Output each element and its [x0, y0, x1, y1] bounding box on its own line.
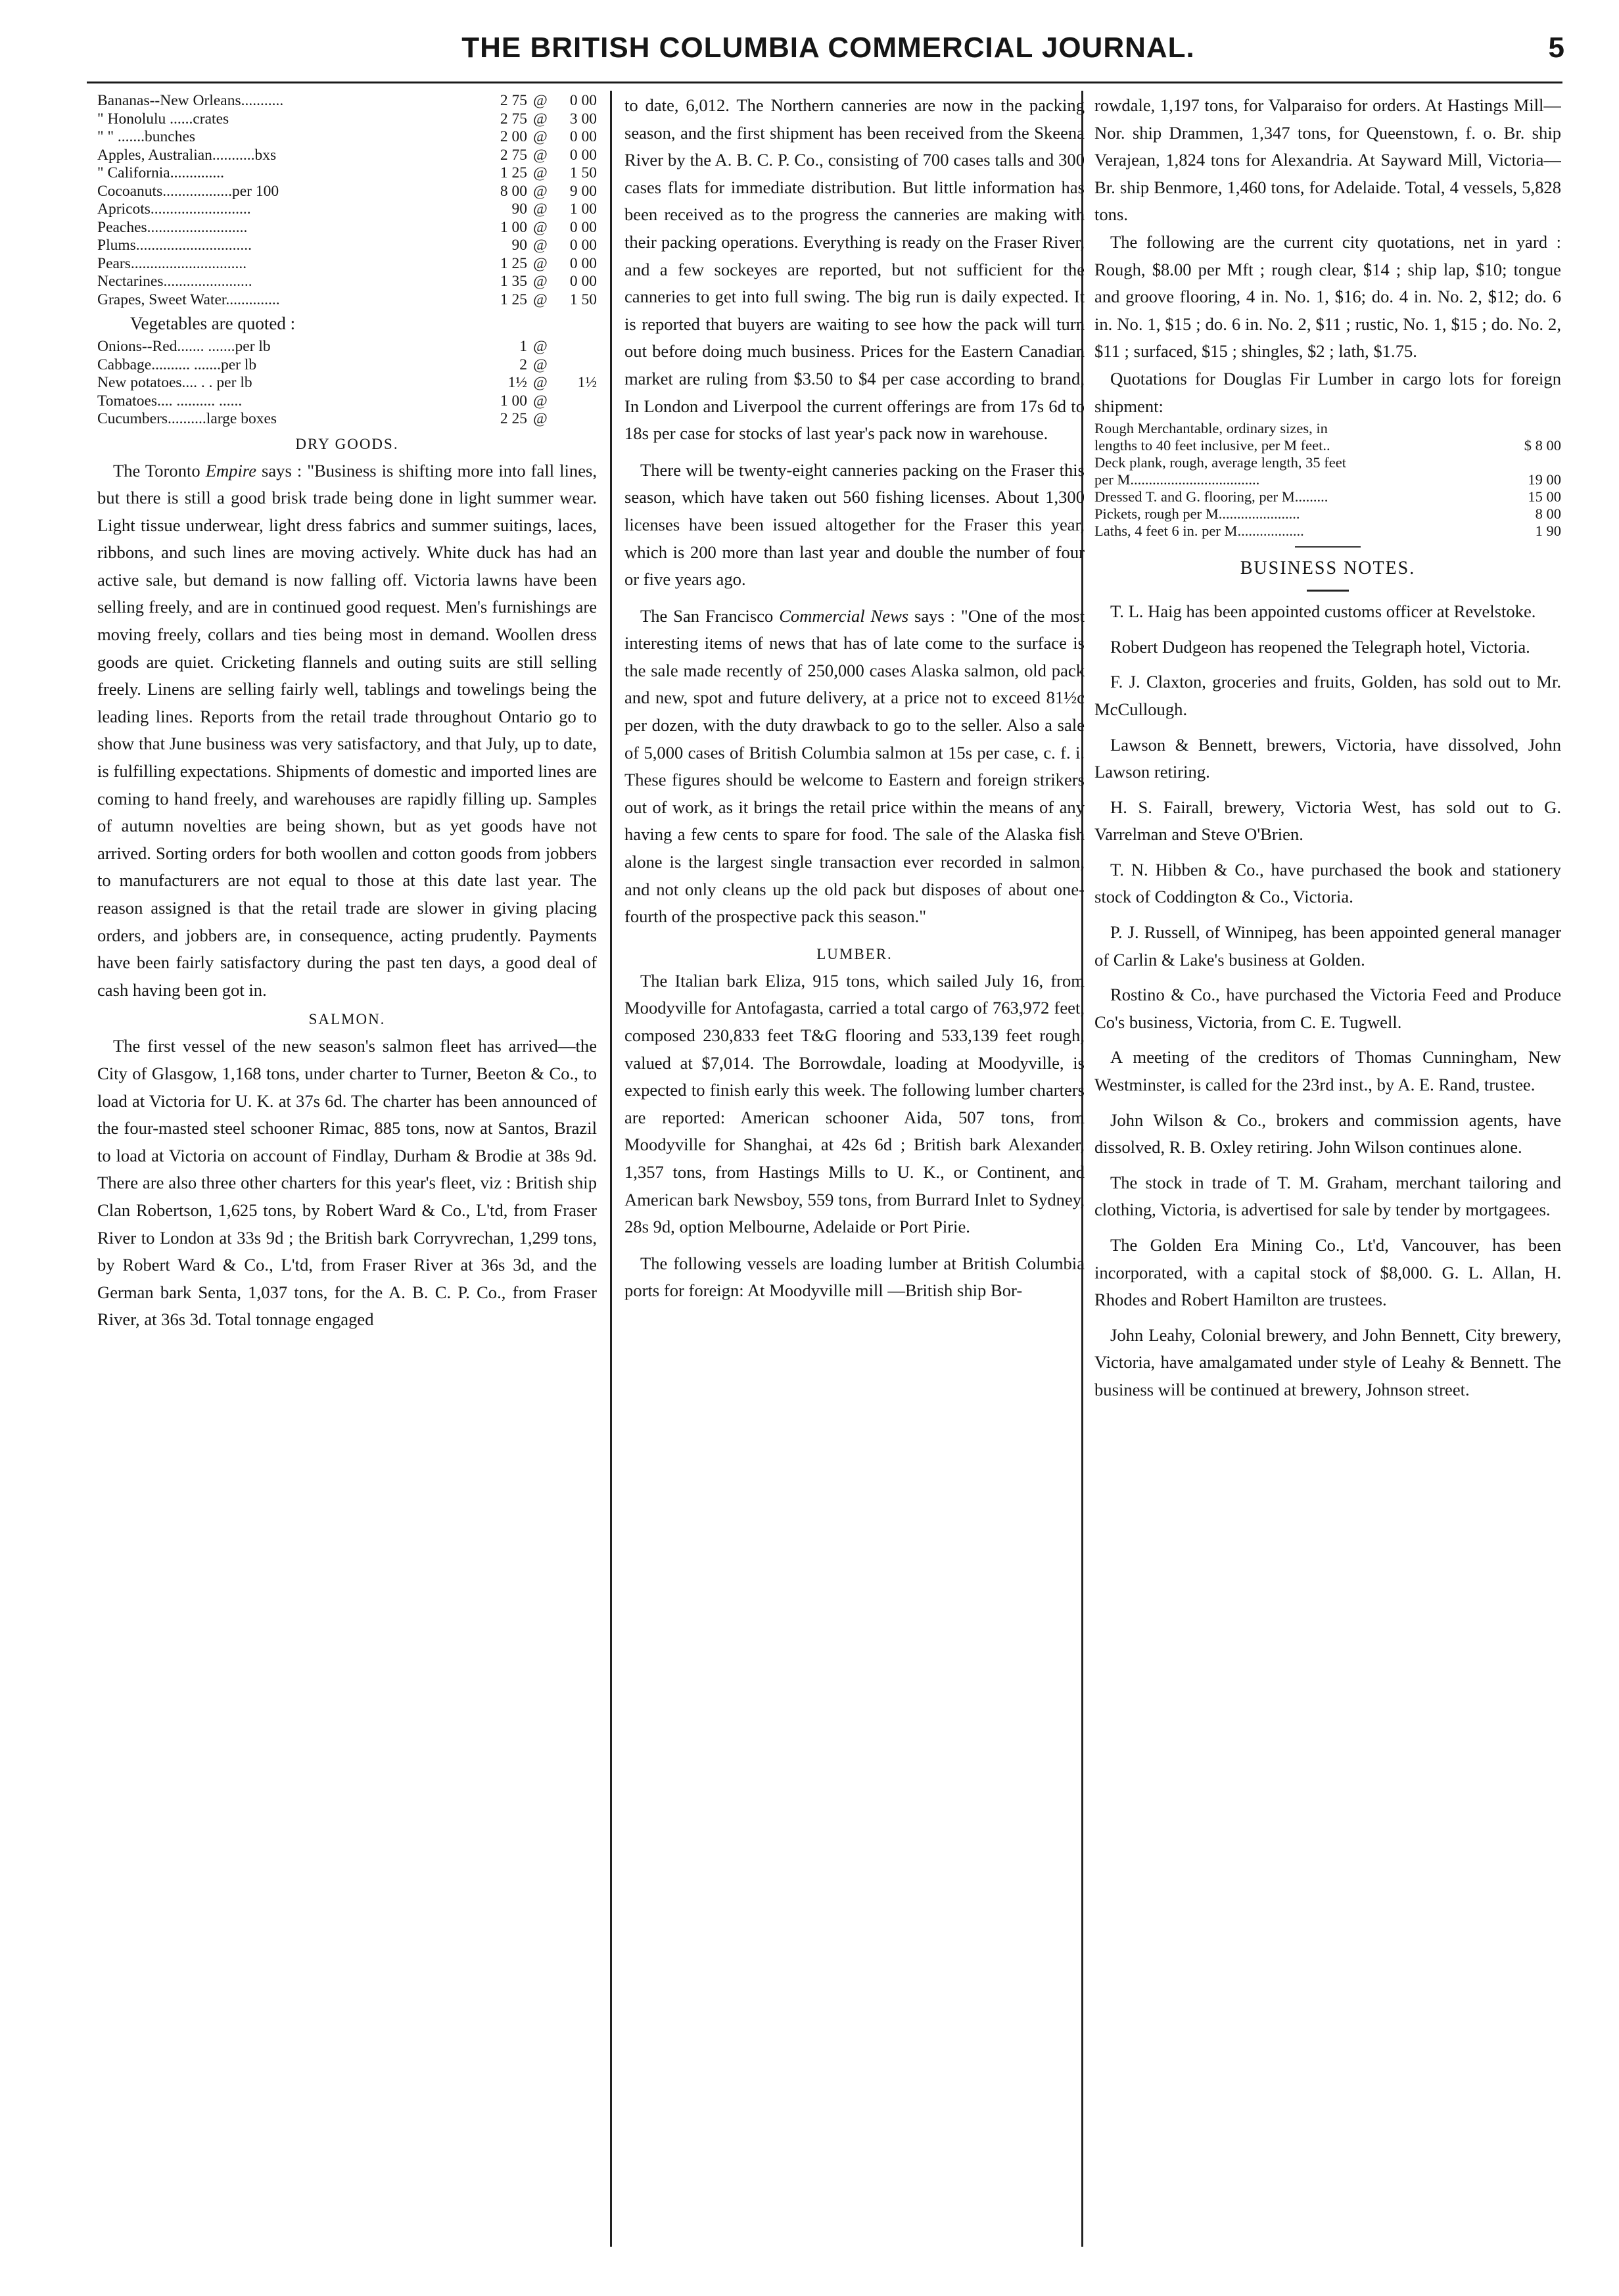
- item-name: Peaches..........................: [97, 218, 248, 236]
- salmon-canneries-paragraph: There will be twenty-eight canneries packing on the Fraser this season, which have taken out 560 fishing licenses. About 1,300 licenses have been issued altogether for the Fraser this year, which is 200 more than last year and double the number of four or five years ago.: [624, 459, 1085, 590]
- publication-name: Empire: [205, 460, 257, 480]
- vegetable-price-row: [97, 392, 597, 411]
- column-3: [1094, 92, 1561, 2241]
- price-high: 0 00: [569, 128, 597, 145]
- lumber-article-part-3: rowdale, 1,197 tons, for Valparaiso for orders. At Hastings Mill—Nor. ship Drammen, 1,347 tons, for Queenstown, f. o. Br. ship Verajean, 1,824 tons for Alexandria. At Sayward Mill, Victoria—Br. ship Benmore, 1,460 tons, for Adelaide. Total, 4 vessels, 5,828 tons.: [1094, 95, 1561, 225]
- fruit-price-row: [97, 164, 597, 183]
- item-name: Onions--Red....... .......per lb: [97, 338, 271, 355]
- at-sign: @: [533, 182, 548, 200]
- lumber-price-row: [1094, 523, 1561, 540]
- dry-goods-heading: DRY GOODS.: [295, 435, 399, 452]
- at-sign: @: [533, 128, 548, 145]
- lumber-item: per M...................................: [1094, 471, 1260, 488]
- text-run: The Toronto: [113, 460, 206, 480]
- lumber-city-quotations: The following are the current city quotations, net in yard : Rough, $8.00 per Mft ; rough clear, $14 ; ship lap, $10; tongue and groove flooring, 4 in. No. 1, $16; do. 4 in. No. 2, $12; do. 6 in. No. 1, $15 ; do. 6 in. No. 2, $11 ; rustic, No. 1, $15 ; do. No. 2, $11 ; surfaced, $15 ; shingles, $2 ; lath, $1.75.: [1094, 231, 1561, 362]
- at-sign: @: [533, 356, 548, 373]
- item-name: " Honolulu ......crates: [97, 110, 229, 128]
- business-note: John Leahy, Colonial brewery, and John Bennett, City brewery, Victoria, have amalgamated under style of Leahy & Bennett. The business will be continued at brewery, Johnson street.: [1094, 1324, 1561, 1399]
- price-high: [553, 356, 597, 375]
- at-sign: @: [533, 200, 548, 218]
- journal-title: THE BRITISH COLUMBIA COMMERCIAL JOURNAL.: [461, 32, 1195, 64]
- column-1: [97, 92, 597, 2241]
- price-high: 9 00: [569, 182, 597, 200]
- lumber-price-list: [1094, 420, 1561, 540]
- vegetable-price-row: [97, 374, 597, 392]
- fruit-price-row: [97, 237, 597, 255]
- vegetables-heading: Vegetables are quoted :: [130, 314, 296, 333]
- price-low: 2 75: [500, 92, 527, 109]
- price-low: 2 00: [500, 128, 527, 145]
- vegetable-price-list: [97, 338, 597, 429]
- header-rule: [87, 82, 1562, 83]
- price-low: 90: [511, 200, 527, 218]
- item-name: Nectarines.......................: [97, 273, 252, 290]
- vegetable-price-row: [97, 338, 597, 356]
- lumber-price-row: [1094, 420, 1561, 437]
- business-note: A meeting of the creditors of Thomas Cunningham, New Westminster, is called for the 23rd inst., by A. E. Rand, trustee.: [1094, 1047, 1561, 1095]
- lumber-price: 19 00: [1528, 471, 1561, 488]
- item-name: Bananas--New Orleans...........: [97, 92, 284, 109]
- lumber-price-row: [1094, 488, 1561, 505]
- lumber-price: [1502, 420, 1561, 437]
- price-high: 0 00: [569, 92, 597, 109]
- salmon-article-part-1: The first vessel of the new season's salmon fleet has arrived—the City of Glasgow, 1,168 tons, under charter to Turner, Beeton & Co., to load at Victoria for U. K. at 37s 6d. The charter has been announced of the four-masted steel schooner Rimac, 885 tons, now at Santos, Brazil to load at Victoria on account of Findlay, Durham & Brodie at 38s 9d. There are also three other charters for this year's fleet, viz : British ship Clan Robertson, 1,625 tons, by Robert Ward & Co., L'td, from Fraser River to London at 33s 9d ; the British bark Corryvrechan, 1,299 tons, by Robert Ward & Co., L'td, from Fraser River at 36s 3d, and the German bark Senta, 1,037 tons, for the A. B. C. P. Co., from Fraser River, at 36s 3d. Total tonnage engaged: [97, 1036, 597, 1330]
- item-name: Plums..............................: [97, 237, 252, 254]
- business-note: P. J. Russell, of Winnipeg, has been appointed general manager of Carlin & Lake's business at Golden.: [1094, 922, 1561, 970]
- item-name: " California..............: [97, 164, 224, 181]
- price-high: 1 50: [569, 291, 597, 308]
- at-sign: @: [533, 92, 548, 109]
- price-low: 1 25: [500, 254, 527, 272]
- text-run: says : "One of the most interesting items of news that has of late come to the surface is the sale made recently of 250,000 cases Alaska salmon, old pack and new, spot and future delivery, at a price not to exceed 81½c per dozen, with the duty drawback to go to the seller. Also a sale of 5,000 cases of British Columbia salmon at 15s per case, c. f. i. These figures should be welcome to Eastern and foreign strikers out of work, as it brings the retail price within the means of any having a few cents to spare for food. The sale of the Alaska fish alone is the largest single transaction ever recorded in salmon, and not only cleans up the old pack but disposes of about one-fourth of the prospective pack this season.": [624, 605, 1085, 927]
- vegetable-price-row: [97, 356, 597, 375]
- price-low: 1 25: [500, 164, 527, 181]
- price-low: 2: [519, 356, 527, 373]
- lumber-article-part-2: The following vessels are loading lumber at British Columbia ports for foreign: At Moodyville mill —British ship Bor-: [624, 1253, 1085, 1301]
- salmon-article-part-2: to date, 6,012. The Northern canneries are now in the packing season, and the first shipment has been received from the Skeena River by the A. B. C. P. Co., consisting of 700 cases talls and 300 cases flats for immediate distribution. But little information has been received as to the progress the canneries are making with their packing operations. Everything is ready on the Fraser River, and a few sockeyes are reported, but not sufficient for the canneries to get into full swing. The big run is daily expected. It is reported that buyers are waiting to see how the pack will turn out before doing much business. Prices for the Eastern Canadian market are ruling from $3.50 to $4 per case according to brand, In London and Liverpool the current offerings are from 17s 6d to 18s per case for stocks of last year's pack now in warehouse.: [624, 95, 1085, 444]
- lumber-fir-quotations: Quotations for Douglas Fir Lumber in cargo lots for foreign shipment:: [1094, 368, 1561, 416]
- at-sign: @: [533, 218, 548, 236]
- lumber-item: Deck plank, rough, average length, 35 feet: [1094, 454, 1346, 471]
- fruit-price-row: [97, 219, 597, 237]
- at-sign: @: [533, 110, 548, 128]
- lumber-item: Rough Merchantable, ordinary sizes, in: [1094, 420, 1328, 437]
- lumber-price: 1 90: [1535, 523, 1561, 540]
- at-sign: @: [533, 410, 548, 427]
- price-high: 3 00: [569, 110, 597, 128]
- page-number: 5: [1548, 32, 1564, 64]
- price-low: 1: [519, 338, 527, 355]
- at-sign: @: [533, 291, 548, 308]
- price-high: 1 50: [569, 164, 597, 181]
- price-low: 2 75: [500, 146, 527, 164]
- price-low: 2 75: [500, 110, 527, 128]
- business-notes: [1094, 598, 1561, 1403]
- business-note: T. N. Hibben & Co., have purchased the book and stationery stock of Coddington & Co., Victoria.: [1094, 859, 1561, 907]
- text-run: The San Francisco: [640, 605, 780, 626]
- text-run: says : "Business is shifting more into fall lines, but there is still a good brisk trade being done in light summer wear. Light tissue underwear, light dress fabrics and summer suitings, laces, ribbons, and such lines are moving actively. White duck has had an active sale, but demand is now falling off. Victoria lawns have been selling freely, and are in continued good request. Men's furnishings are moving freely, collars and ties being most in demand. Woollen dress goods are quiet. Cricketing flannels and outing suits are still selling freely. Linens are selling fairly well, tablings and towelings being the leading lines. Reports from the retail trade throughout Ontario go to show that June business was very satisfactory, and that July, up to date, is fulfilling expectations. Shipments of domestic and imported lines are coming to hand freely, and warehouses are rapidly filling up. Samples of autumn novelties are being shown, but as yet goods have not arrived. Sorting orders for both woollen and cotton goods from jobbers to manufacturers are not equal to those at this date last year. The reason assigned is that the retail trade are slower in giving placing orders, and jobbers are, in consequence, acting prudently. Payments have been fairly satisfactory during the past ten days, a good deal of cash having been got in.: [97, 460, 597, 1000]
- price-high: [553, 338, 597, 356]
- lumber-price: [1502, 454, 1561, 471]
- item-name: Cocoanuts..................per 100: [97, 182, 279, 200]
- price-high: 0 00: [569, 273, 597, 290]
- fruit-price-row: [97, 273, 597, 291]
- item-name: Grapes, Sweet Water..............: [97, 291, 280, 308]
- salmon-news-quote: [624, 603, 1085, 931]
- price-high: 0 00: [569, 146, 597, 164]
- lumber-item: Pickets, rough per M......................: [1094, 505, 1300, 523]
- business-note: Robert Dudgeon has reopened the Telegraph hotel, Victoria.: [1110, 636, 1530, 657]
- lumber-price-row: [1094, 437, 1561, 454]
- price-high: 0 00: [569, 218, 597, 236]
- business-notes-heading: BUSINESS NOTES.: [1240, 558, 1416, 579]
- fruit-price-row: [97, 92, 597, 110]
- at-sign: @: [533, 237, 548, 254]
- fruit-price-row: [97, 200, 597, 219]
- price-high: 1 00: [569, 200, 597, 218]
- fruit-price-row: [97, 255, 597, 273]
- fruit-price-row: [97, 183, 597, 201]
- dry-goods-article: [97, 457, 597, 1004]
- item-name: Tomatoes.... .......... ......: [97, 392, 243, 410]
- fruit-price-row: [97, 147, 597, 165]
- at-sign: @: [533, 146, 548, 164]
- item-name: Apples, Australian...........bxs: [97, 146, 277, 164]
- item-name: Cucumbers..........large boxes: [97, 410, 277, 427]
- lumber-item: lengths to 40 feet inclusive, per M feet..: [1094, 437, 1330, 454]
- section-divider: [1307, 590, 1349, 592]
- price-high: 0 00: [569, 254, 597, 272]
- at-sign: @: [533, 374, 548, 391]
- lumber-price-row: [1094, 454, 1561, 471]
- lumber-article-part-1: The Italian bark Eliza, 915 tons, which sailed July 16, from Moodyville for Antofagasta, carried a total cargo of 763,972 feet, composed 230,833 feet T&G flooring and 533,139 feet rough, valued at $7,014. The Borrowdale, loading at Moodyville, is expected to finish early this week. The following lumber charters are reported: American schooner Aida, 507 tons, from Moodyville for Shanghai, at 42s 6d ; British bark Alexander, 1,357 tons, from Hastings Mills to U. K., or Continent, and American bark Newsboy, 559 tons, from Burrard Inlet to Sydney, 28s 9d, option Melbourne, Adelaide or Port Pirie.: [624, 970, 1085, 1237]
- price-low: 1 00: [500, 218, 527, 236]
- price-high: [553, 410, 597, 429]
- price-high: 1½: [577, 374, 597, 391]
- item-name: Pears..............................: [97, 254, 247, 272]
- publication-name: Commercial News: [779, 605, 909, 626]
- price-low: 1 00: [500, 392, 527, 410]
- salmon-heading: SALMON.: [308, 1011, 386, 1028]
- lumber-heading: LUMBER.: [816, 945, 893, 962]
- lumber-price-row: [1094, 471, 1561, 488]
- lumber-price: 8 00: [1535, 505, 1561, 523]
- column-2: [624, 92, 1085, 2241]
- price-low: 1 35: [500, 273, 527, 290]
- item-name: Apricots..........................: [97, 200, 251, 218]
- at-sign: @: [533, 273, 548, 290]
- business-note: F. J. Claxton, groceries and fruits, Golden, has sold out to Mr. McCullough.: [1094, 672, 1561, 719]
- at-sign: @: [533, 392, 548, 410]
- fruit-price-row: [97, 291, 597, 310]
- section-divider: [1295, 546, 1361, 548]
- business-note: Rostino & Co., have purchased the Victoria Feed and Produce Co's business, Victoria, from C. E. Tugwell.: [1094, 985, 1561, 1032]
- price-high: [553, 392, 597, 411]
- business-note: The stock in trade of T. M. Graham, merchant tailoring and clothing, Victoria, is advertised for sale by tender by mortgagees.: [1094, 1172, 1561, 1220]
- business-note: H. S. Fairall, brewery, Victoria West, has sold out to G. Varrelman and Steve O'Brien.: [1094, 797, 1561, 845]
- business-note: Lawson & Bennett, brewers, Victoria, have dissolved, John Lawson retiring.: [1094, 734, 1561, 782]
- column-divider: [610, 91, 612, 2247]
- lumber-price: $ 8 00: [1524, 437, 1561, 454]
- item-name: " " .......bunches: [97, 128, 196, 145]
- lumber-item: Dressed T. and G. flooring, per M.........: [1094, 488, 1328, 505]
- price-high: 0 00: [569, 237, 597, 254]
- at-sign: @: [533, 164, 548, 181]
- fruit-price-list: [97, 92, 597, 309]
- price-low: 1½: [507, 374, 527, 391]
- lumber-price-row: [1094, 505, 1561, 523]
- price-low: 90: [511, 237, 527, 254]
- price-low: 2 25: [500, 410, 527, 427]
- item-name: Cabbage.......... .......per lb: [97, 356, 257, 373]
- at-sign: @: [533, 338, 548, 355]
- price-low: 1 25: [500, 291, 527, 308]
- lumber-price: 15 00: [1528, 488, 1561, 505]
- at-sign: @: [533, 254, 548, 272]
- fruit-price-row: [97, 128, 597, 147]
- item-name: New potatoes.... . . per lb: [97, 374, 252, 391]
- page-header: [105, 32, 1564, 78]
- business-note: T. L. Haig has been appointed customs officer at Revelstoke.: [1110, 601, 1536, 622]
- fruit-price-row: [97, 110, 597, 129]
- price-low: 8 00: [500, 182, 527, 200]
- business-note: The Golden Era Mining Co., Lt'd, Vancouver, has been incorporated, with a capital stock of $8,000. G. L. Allan, H. Rhodes and Robert Hamilton are trustees.: [1094, 1235, 1561, 1310]
- business-note: John Wilson & Co., brokers and commission agents, have dissolved, R. B. Oxley retiring. John Wilson continues alone.: [1094, 1110, 1561, 1158]
- vegetable-price-row: [97, 410, 597, 429]
- lumber-item: Laths, 4 feet 6 in. per M..................: [1094, 523, 1304, 540]
